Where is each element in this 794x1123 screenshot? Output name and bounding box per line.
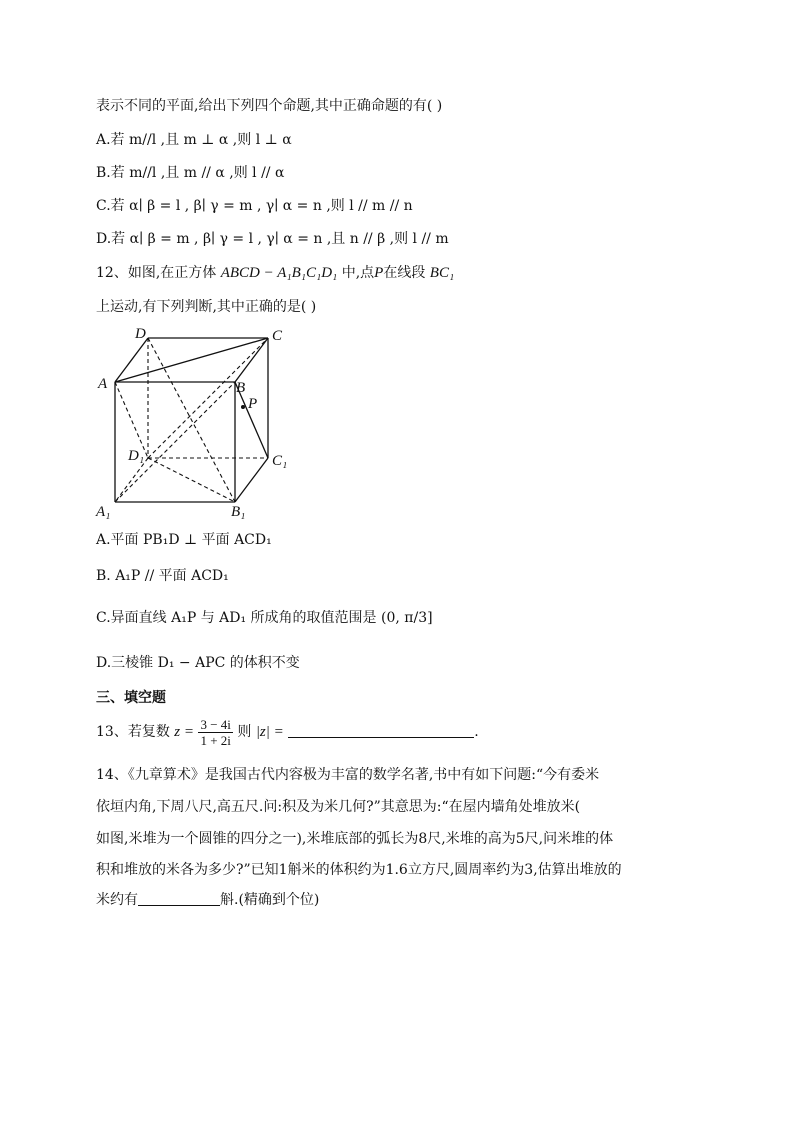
q11-option-b: B.若 m//l ,且 m // α ,则 l // α (96, 165, 285, 181)
point-p-dot (241, 405, 245, 409)
q13-then: 则 (237, 724, 252, 740)
q13-line (96, 712, 479, 752)
q12-mid: 中,点 (341, 265, 375, 281)
q12-line2: 上运动,有下列判断,其中正确的是( ) (96, 299, 317, 315)
q13-abs: |z| = (255, 724, 284, 740)
q12-option-d: D.三棱锥 D₁ − APC 的体积不变 (96, 655, 300, 671)
q12-segment-bc1: BC₁ (429, 265, 455, 281)
q14-line4: 积和堆放的米各为多少?”已知1斛米的体积约为1.6立方尺,圆周率约为3,估算出堆放的 (96, 862, 622, 878)
q13-end: . (474, 724, 479, 740)
q13-answer-blank[interactable] (288, 723, 474, 738)
q14-line1: 14、《九章算术》是我国古代内容极为丰富的数学名著,书中有如下问题:“今有委米 (96, 767, 600, 783)
q14-line2: 依垣内角,下周八尺,高五尺.问:积及为米几何?”其意思为:“在屋内墙角处堆放米( (96, 799, 581, 815)
q11-option-a: A.若 m//l ,且 m ⊥ α ,则 l ⊥ α (96, 132, 292, 148)
label-p: P (248, 396, 258, 412)
q12-option-c: C.异面直线 A₁P 与 AD₁ 所成角的取值范围是 (0, π/3] (96, 610, 433, 626)
q13-denominator: 1 + 2i (200, 732, 231, 748)
label-d1: D₁ (128, 448, 145, 464)
q12-number: 12、如图,在正方体 (96, 265, 217, 281)
label-c1: C₁ (272, 453, 288, 469)
q12-seg: 在线段 (383, 265, 426, 281)
cube-figure (90, 322, 300, 522)
label-a1: A₁ (96, 504, 111, 520)
q14-line5 (96, 890, 319, 910)
q12-stem (96, 263, 454, 283)
q12-option-b: B. A₁P // 平面 ACD₁ (96, 568, 229, 584)
q14-answer-blank[interactable] (138, 891, 220, 906)
label-a: A (98, 376, 108, 392)
q12-point-p: P (374, 265, 384, 281)
q12-option-a: A.平面 PB₁D ⊥ 平面 ACD₁ (96, 532, 272, 548)
q13-z-eq: z = (174, 724, 194, 740)
label-c: C (272, 328, 283, 344)
q11-option-d: D.若 α∣ β = m , β∣ γ = l , γ∣ α = n ,且 n // β ,则 l // m (96, 231, 449, 247)
label-d: D (135, 326, 146, 342)
label-b1: B₁ (231, 504, 246, 520)
q13-fraction (198, 717, 232, 748)
q12-cube: ABCD − A₁B₁C₁D₁ (220, 265, 338, 281)
q11-option-c: C.若 α∣ β = l , β∣ γ = m , γ∣ α = n ,则 l // m // n (96, 198, 413, 214)
label-b: B (236, 380, 246, 396)
q14-line3: 如图,米堆为一个圆锥的四分之一),米堆底部的弧长为8尺,米堆的高为5尺,问米堆的体 (96, 831, 614, 847)
q11-intro: 表示不同的平面,给出下列四个命题,其中正确命题的有( ) (96, 98, 443, 114)
q13-numerator: 3 − 4i (200, 716, 231, 732)
q13-prefix: 13、若复数 (96, 724, 170, 740)
q14-line5-b: 斛.(精确到个位) (220, 892, 320, 908)
section-heading: 三、填空题 (96, 690, 166, 706)
q14-line5-a: 米约有 (96, 892, 138, 908)
